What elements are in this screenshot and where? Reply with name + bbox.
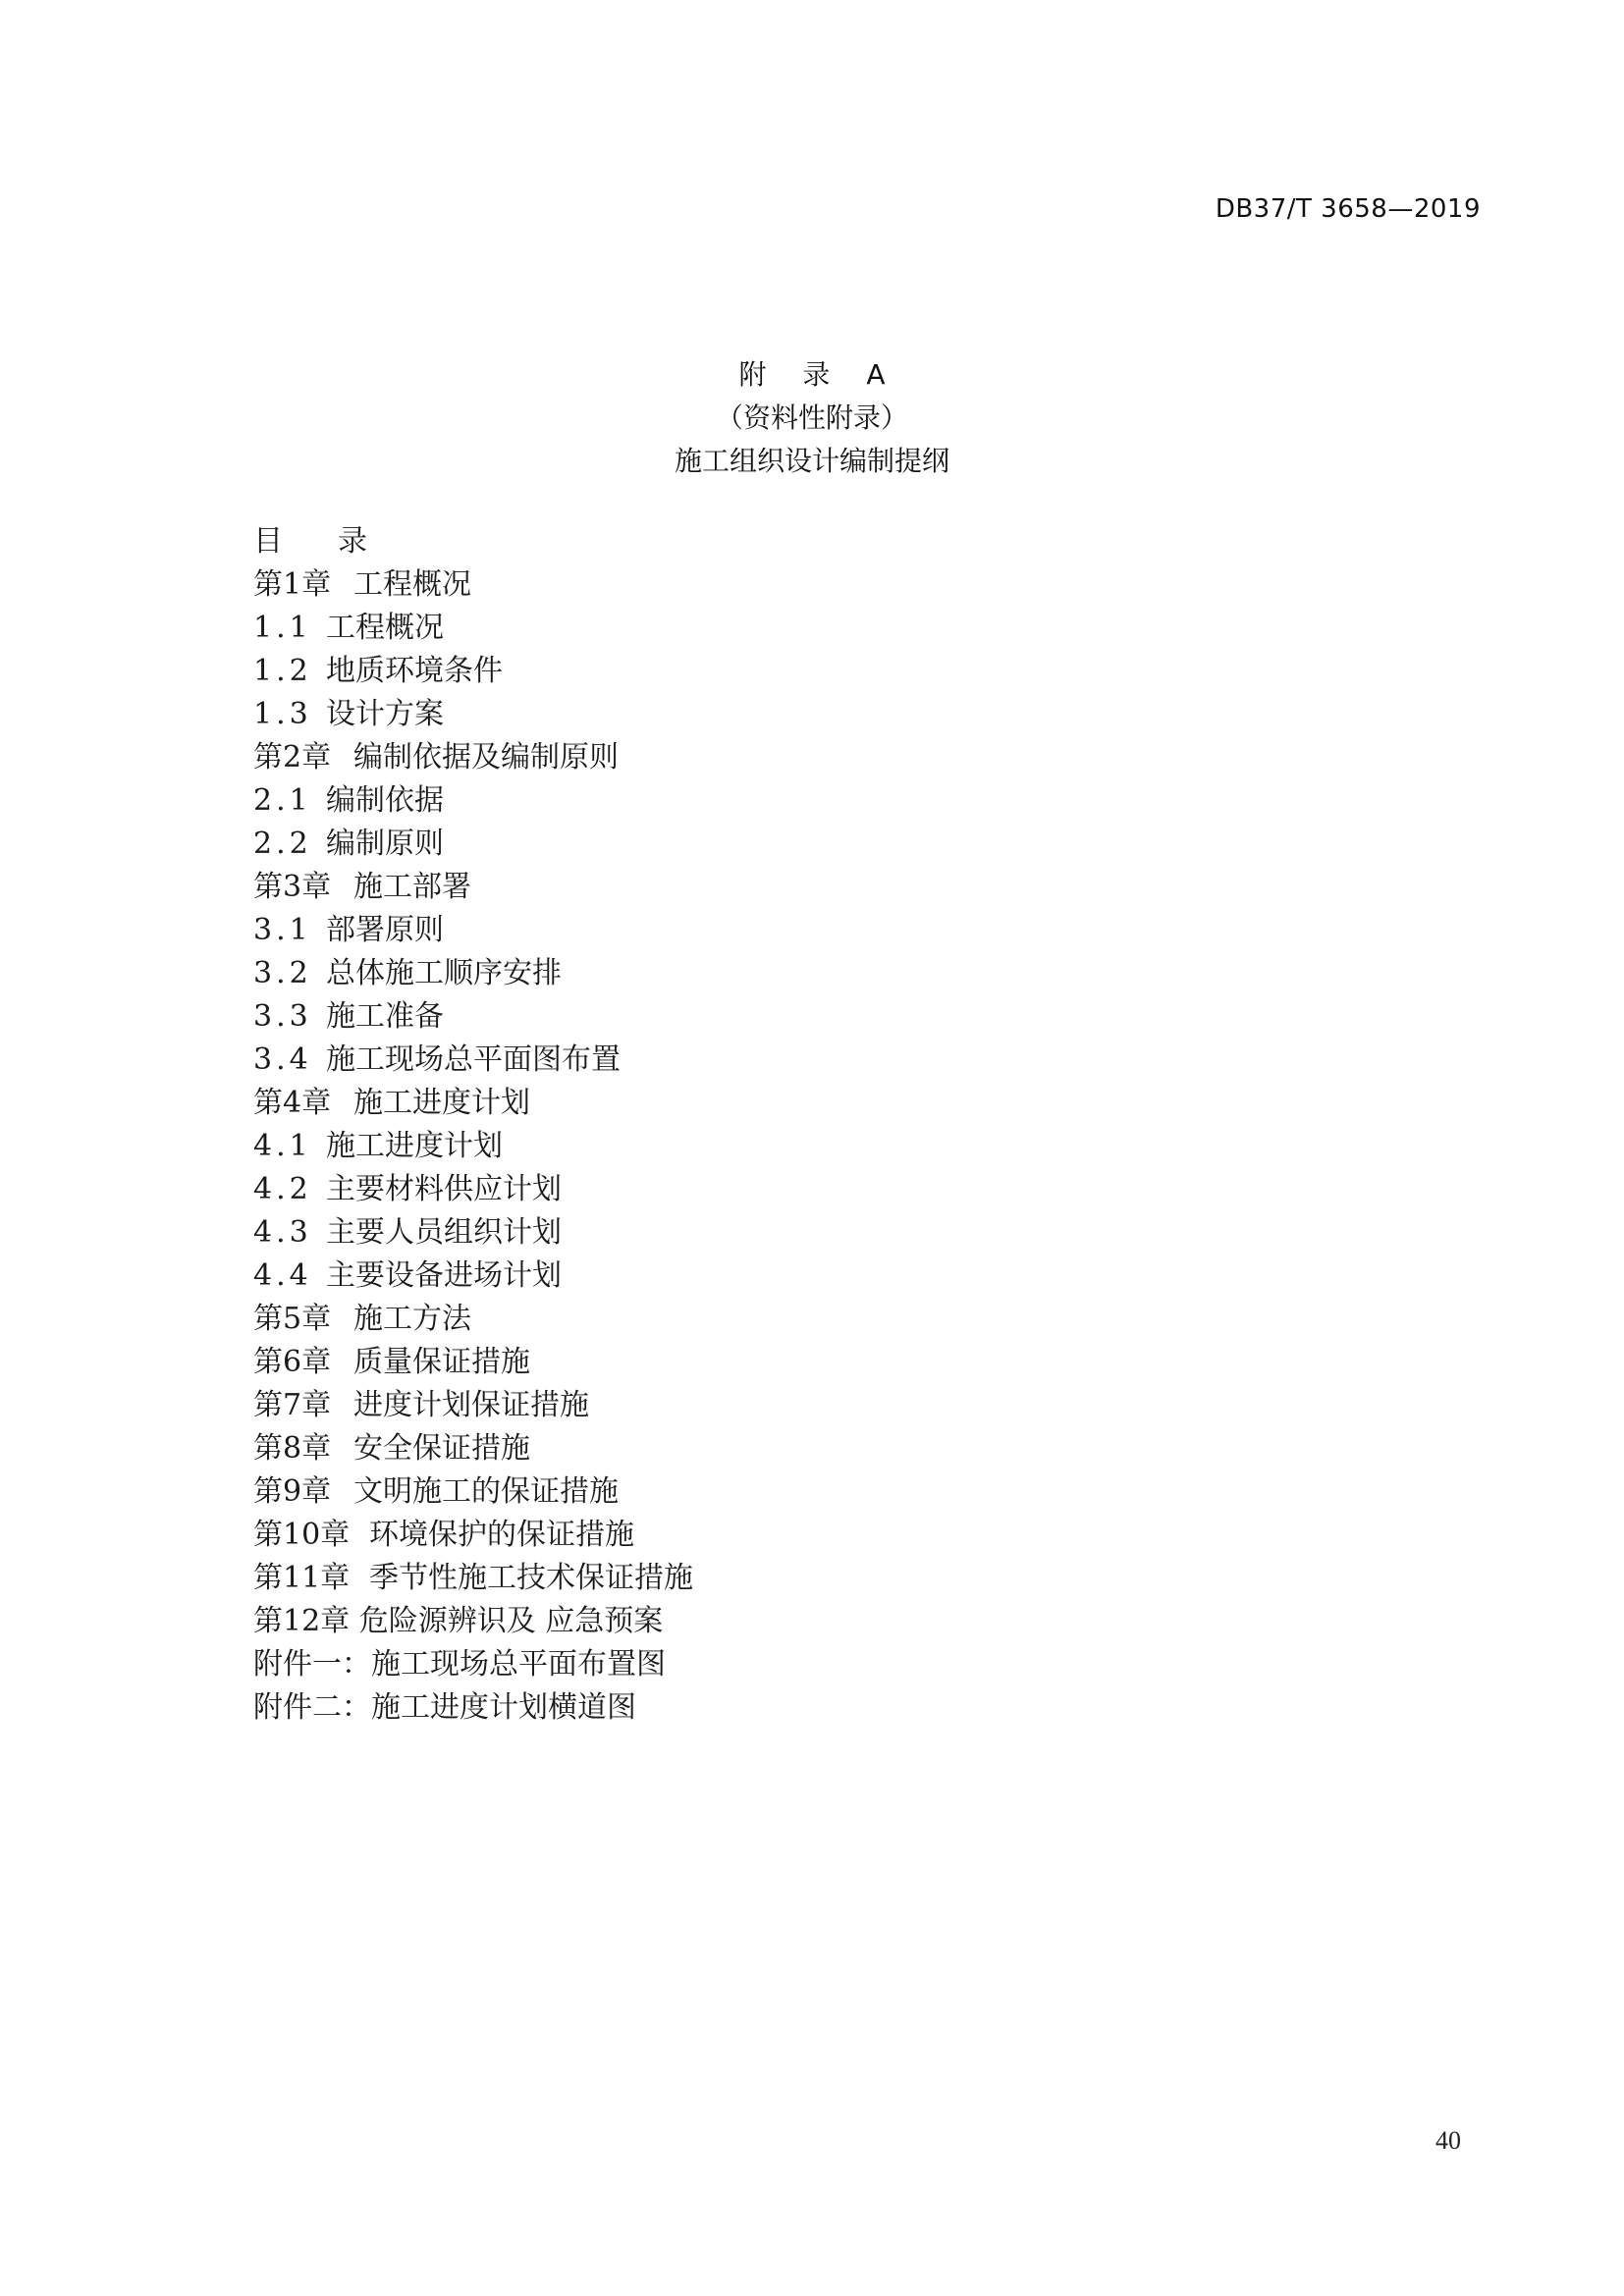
toc-item <box>253 650 693 693</box>
toc-item-title: 第12章 危险源辨识及 应急预案 <box>253 1604 664 1638</box>
toc-item-title: 附件二：施工进度计划横道图 <box>253 1690 636 1725</box>
toc-item-title: 环境保护的保证措施 <box>369 1518 634 1552</box>
page-number: 40 <box>1435 2126 1461 2155</box>
toc-item-number: 第9章 <box>253 1474 332 1509</box>
toc-item-number: 3.2 <box>253 956 312 990</box>
toc-item-title: 设计方案 <box>326 697 444 731</box>
toc-item-title: 安全保证措施 <box>353 1431 530 1466</box>
toc-item <box>253 1384 693 1427</box>
toc-item <box>253 1600 693 1643</box>
toc-item-title: 主要人员组织计划 <box>326 1215 562 1250</box>
toc-heading-left: 目 <box>253 524 283 559</box>
toc-item <box>253 607 693 650</box>
toc-item <box>253 1514 693 1557</box>
toc-item-title: 文明施工的保证措施 <box>353 1474 619 1509</box>
standard-code: DB37/T 3658—2019 <box>1215 194 1481 224</box>
toc-item-title: 施工部署 <box>353 870 471 904</box>
toc-item-number: 4.2 <box>253 1172 312 1206</box>
toc-item-title: 工程概况 <box>353 567 471 602</box>
toc-item <box>253 1686 693 1730</box>
toc-item-title: 编制依据及编制原则 <box>353 740 619 774</box>
toc-item-number: 1.3 <box>253 697 312 731</box>
toc-item <box>253 1470 693 1514</box>
toc-item <box>253 1039 693 1082</box>
toc-item-title: 总体施工顺序安排 <box>326 956 562 990</box>
toc-item <box>253 1211 693 1255</box>
toc-item <box>253 779 693 823</box>
toc-item <box>253 823 693 866</box>
toc-item <box>253 1125 693 1168</box>
toc-item-number: 第7章 <box>253 1388 332 1422</box>
toc-item-title: 施工进度计划 <box>326 1129 503 1163</box>
appendix-title: 附 录 A <box>738 358 899 391</box>
toc-item <box>253 1557 693 1600</box>
toc-item-number: 3.1 <box>253 913 312 947</box>
toc-item-number: 第11章 <box>253 1561 351 1595</box>
toc-item-number: 第4章 <box>253 1086 332 1120</box>
toc-item-title: 部署原则 <box>326 913 444 947</box>
toc-item-title: 进度计划保证措施 <box>353 1388 589 1422</box>
toc-item <box>253 1341 693 1384</box>
toc-item-number: 4.1 <box>253 1129 312 1163</box>
toc-item <box>253 1168 693 1211</box>
appendix-type: （资料性附录） <box>715 401 908 434</box>
toc-item <box>253 563 693 607</box>
toc-item-number: 3.3 <box>253 999 312 1034</box>
toc-item-number: 第3章 <box>253 870 332 904</box>
toc-item <box>253 693 693 736</box>
toc-item-title: 施工方法 <box>353 1302 471 1336</box>
toc-item-title: 编制依据 <box>326 783 444 818</box>
toc-item <box>253 952 693 995</box>
toc-item-title: 地质环境条件 <box>326 654 503 688</box>
toc-item <box>253 909 693 952</box>
toc-item <box>253 1255 693 1298</box>
toc-item-number: 第2章 <box>253 740 332 774</box>
toc-item-title: 附件一：施工现场总平面布置图 <box>253 1647 666 1682</box>
appendix-name: 施工组织设计编制提纲 <box>674 445 949 477</box>
toc-heading-right: 录 <box>338 524 367 559</box>
toc-item-number: 2.2 <box>253 827 312 861</box>
toc-item <box>253 1427 693 1470</box>
toc-item <box>253 995 693 1039</box>
toc-item-title: 质量保证措施 <box>353 1345 530 1379</box>
toc-item-number: 3.4 <box>253 1042 312 1077</box>
toc-item-number: 第6章 <box>253 1345 332 1379</box>
toc-item-title: 施工进度计划 <box>353 1086 530 1120</box>
toc-item <box>253 1082 693 1125</box>
toc-item-title: 工程概况 <box>326 611 444 645</box>
toc-item-number: 2.1 <box>253 783 312 818</box>
toc-item-title: 施工现场总平面图布置 <box>326 1042 621 1077</box>
table-of-contents <box>253 520 693 1730</box>
toc-item <box>253 1298 693 1341</box>
toc-item-title: 主要设备进场计划 <box>326 1258 562 1293</box>
toc-item <box>253 866 693 909</box>
toc-item-title: 编制原则 <box>326 827 444 861</box>
toc-item-number: 第10章 <box>253 1518 351 1552</box>
toc-item-number: 1.1 <box>253 611 312 645</box>
toc-item-number: 4.4 <box>253 1258 312 1293</box>
toc-item-number: 4.3 <box>253 1215 312 1250</box>
toc-item-number: 第8章 <box>253 1431 332 1466</box>
appendix-heading <box>0 353 1624 483</box>
toc-item-number: 第1章 <box>253 567 332 602</box>
toc-item <box>253 736 693 779</box>
toc-item-title: 季节性施工技术保证措施 <box>369 1561 693 1595</box>
toc-item-title: 主要材料供应计划 <box>326 1172 562 1206</box>
toc-item-number: 第5章 <box>253 1302 332 1336</box>
toc-item-title: 施工准备 <box>326 999 444 1034</box>
toc-item <box>253 1643 693 1686</box>
toc-heading <box>253 520 693 563</box>
toc-item-number: 1.2 <box>253 654 312 688</box>
